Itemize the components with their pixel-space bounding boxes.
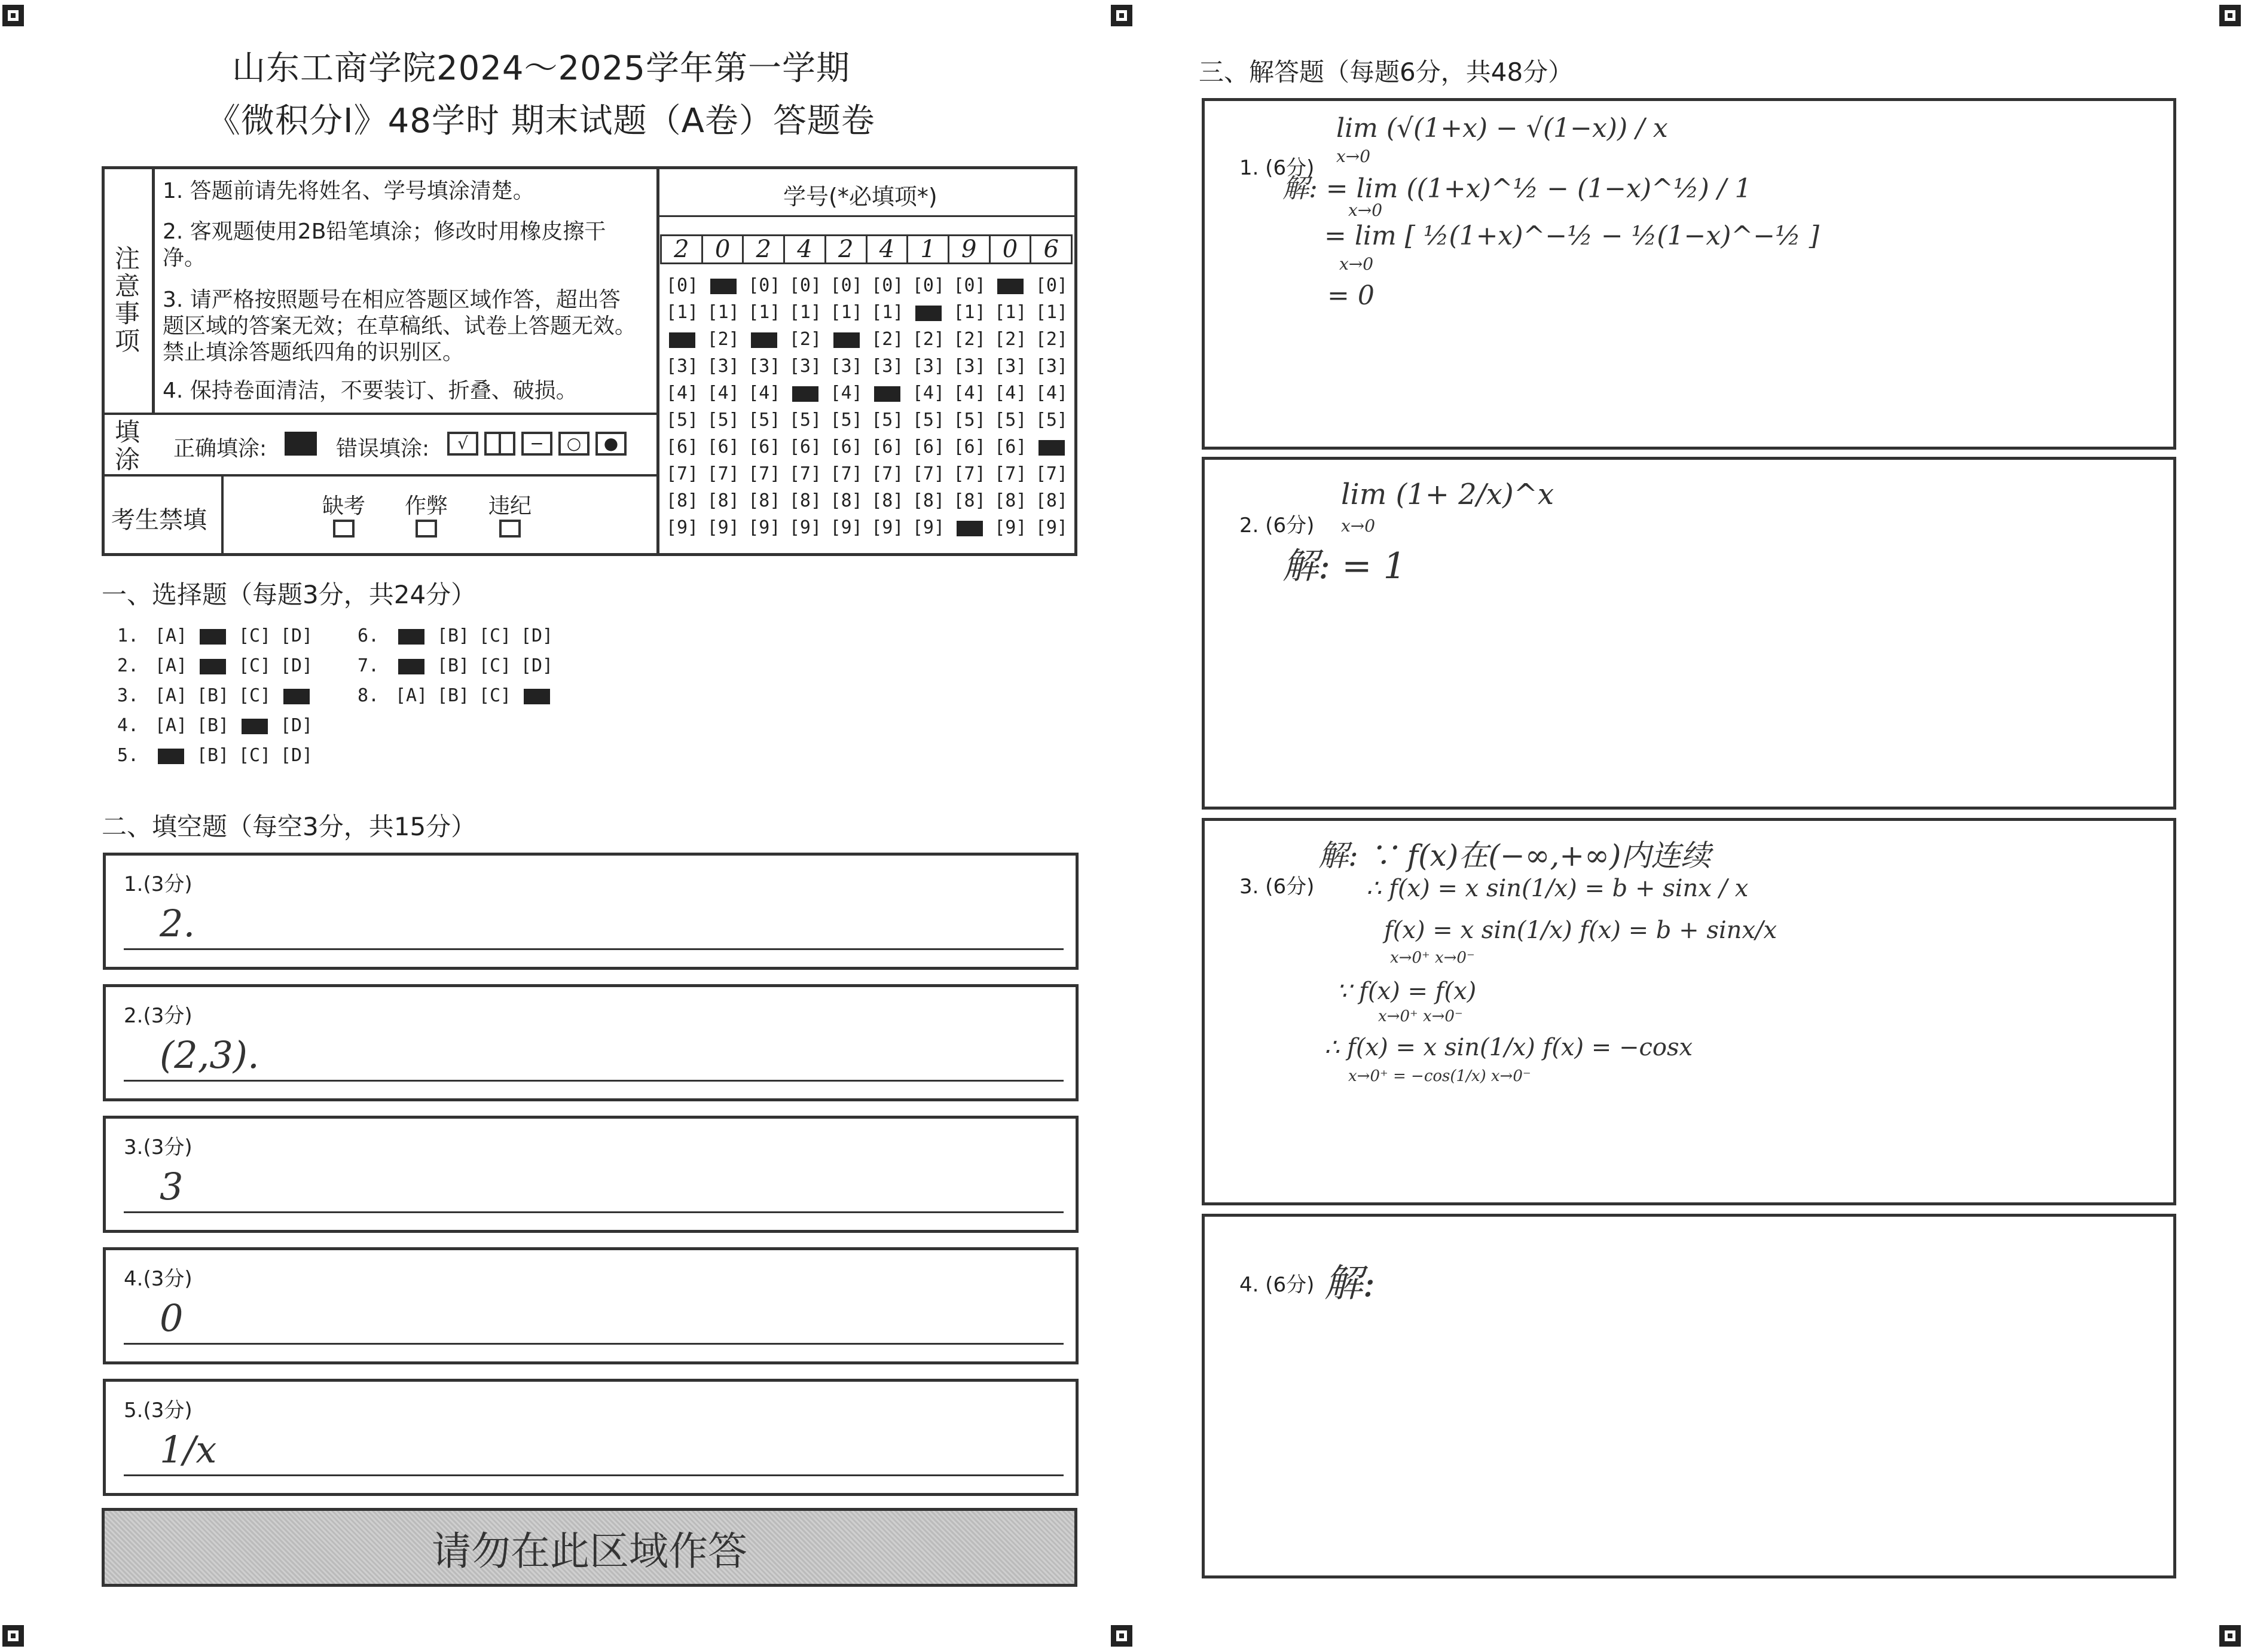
student-id-digit: 6 xyxy=(1043,236,1059,263)
student-id-bubble[interactable]: [9] xyxy=(830,517,863,538)
mc-question-row xyxy=(117,685,314,706)
mc-option[interactable]: [D] xyxy=(280,625,313,646)
correct-fill-label: 正确填涂: xyxy=(173,436,267,461)
mc-option[interactable]: [B] xyxy=(436,685,470,706)
notice-item-3: 3. 请严格按照题号在相应答题区域作答，超出答题区域的答案无效；在草稿纸、试卷上答题无效。禁止填涂答题纸四角的识别区。 xyxy=(163,288,637,365)
student-id-bubble[interactable]: [9] xyxy=(789,517,822,538)
mc-option[interactable]: [B] xyxy=(196,685,230,706)
student-id-bubble[interactable]: [3] xyxy=(665,356,699,377)
student-id-bubble[interactable]: [9] xyxy=(748,517,781,538)
student-id-bubble-row xyxy=(664,383,1070,404)
student-id-bubble[interactable]: [4] xyxy=(665,383,699,404)
mc-option[interactable]: [D] xyxy=(280,715,313,736)
section1-title: 一、选择题（每题3分，共24分） xyxy=(102,580,477,609)
solution-1-line-6: x→0 xyxy=(1339,254,1374,274)
student-id-bubble[interactable]: [4] xyxy=(707,383,740,404)
solution-4-label: 4. (6分) xyxy=(1239,1273,1315,1297)
fill-blank-box-2[interactable] xyxy=(103,984,1079,1101)
solution-1-line-3: 解: = lim ((1+x)^½ − (1−x)^½) / 1 xyxy=(1282,173,1752,204)
student-id-bubble[interactable]: [3] xyxy=(1035,356,1068,377)
student-id-bubble[interactable]: [3] xyxy=(830,356,863,377)
solution-1-line-5: = lim [ ½(1+x)^−½ − ½(1−x)^−½ ] xyxy=(1324,221,1819,251)
student-id-bubble[interactable]: [5] xyxy=(789,410,822,430)
mc-option-filled[interactable] xyxy=(195,625,231,646)
student-id-bubble[interactable]: [1] xyxy=(871,302,904,323)
mc-option-filled[interactable] xyxy=(393,655,429,676)
examiner-divider xyxy=(221,474,224,556)
student-id-bubble[interactable]: [1] xyxy=(707,302,740,323)
fill-side-label: 填涂 xyxy=(114,417,140,474)
student-id-digit: 0 xyxy=(991,236,1032,262)
student-id-bubble[interactable]: [5] xyxy=(994,410,1027,430)
student-id-bubble[interactable]: [5] xyxy=(953,410,986,430)
filled-mark xyxy=(997,279,1024,294)
student-id-bubble[interactable]: [3] xyxy=(789,356,822,377)
solution-3-line-3: f(x) = x sin(1/x) f(x) = b + sinx/x xyxy=(1384,917,1777,944)
solution-2-line-3: 解: = 1 xyxy=(1282,545,1406,587)
student-id-bubble-row xyxy=(664,356,1070,377)
student-id-bubble[interactable]: [2] xyxy=(789,329,822,350)
student-id-bubble[interactable]: [4] xyxy=(830,383,863,404)
mc-option-filled[interactable] xyxy=(237,715,273,736)
solution-1-line-2: x→0 xyxy=(1336,146,1371,166)
mc-option-filled[interactable] xyxy=(519,685,555,706)
student-id-bubble-filled[interactable] xyxy=(787,383,824,404)
filled-mark xyxy=(283,689,310,704)
mc-option[interactable]: [A] xyxy=(154,655,188,676)
student-id-bubble[interactable]: [8] xyxy=(953,490,986,511)
mc-option[interactable]: [C] xyxy=(478,685,512,706)
solution-4-line-1: 解: xyxy=(1324,1262,1376,1306)
student-id-bubble-filled[interactable] xyxy=(992,275,1029,296)
student-id-bubble[interactable]: [1] xyxy=(789,302,822,323)
student-id-bubble[interactable]: [6] xyxy=(994,436,1027,457)
student-id-bubble[interactable]: [9] xyxy=(1035,517,1068,538)
student-id-bubble[interactable]: [7] xyxy=(912,463,945,484)
student-id-bubble[interactable]: [0] xyxy=(1035,275,1068,296)
student-id-bubble[interactable]: [0] xyxy=(665,275,699,296)
student-id-label: 学号(*必填项*) xyxy=(783,184,937,210)
student-id-bubble[interactable]: [6] xyxy=(665,436,699,457)
student-id-bubble[interactable]: [3] xyxy=(912,356,945,377)
student-id-bubble[interactable]: [6] xyxy=(789,436,822,457)
corner-mark-bottom-right xyxy=(2219,1625,2241,1647)
examiner-option-violation xyxy=(483,489,537,540)
examiner-option-cheating-checkbox[interactable] xyxy=(416,520,437,538)
notice-row-divider-1 xyxy=(102,413,658,415)
student-id-bubble[interactable]: [2] xyxy=(871,329,904,350)
mc-option[interactable]: [A] xyxy=(154,715,188,736)
fill-blank-answer: 1/x xyxy=(160,1428,217,1471)
student-id-bubble[interactable]: [1] xyxy=(748,302,781,323)
student-id-digit: 2 xyxy=(744,236,785,262)
fill-blank-box-5[interactable] xyxy=(103,1379,1079,1496)
student-id-bubble-row xyxy=(664,275,1070,296)
student-id-digit: 0 xyxy=(703,236,744,262)
solution-3-line-8: x→0⁺ = −cos(1/x) x→0⁻ xyxy=(1348,1067,1531,1085)
student-id-bubble-filled[interactable] xyxy=(910,302,947,323)
solution-3-line-4: x→0⁺ x→0⁻ xyxy=(1390,949,1475,967)
solution-box-3[interactable] xyxy=(1202,818,2176,1205)
mc-question-number: 5. xyxy=(117,745,139,766)
student-id-bubble[interactable]: [8] xyxy=(1035,490,1068,511)
filled-mark xyxy=(200,659,226,674)
mc-option-filled[interactable] xyxy=(279,685,314,706)
student-id-bubble[interactable]: [1] xyxy=(994,302,1027,323)
student-id-bubble[interactable]: [4] xyxy=(994,383,1027,404)
mc-option[interactable]: [C] xyxy=(238,685,271,706)
filled-mark xyxy=(874,386,900,402)
filled-mark xyxy=(669,332,695,348)
mc-option[interactable]: [B] xyxy=(196,715,230,736)
student-id-bubble[interactable]: [7] xyxy=(665,463,699,484)
fill-blank-label: 3.(3分) xyxy=(124,1135,193,1159)
fill-blank-answer: 2. xyxy=(160,902,196,945)
fill-blank-underline xyxy=(124,1343,1064,1345)
mc-option[interactable]: [D] xyxy=(520,625,554,646)
student-id-bubble[interactable]: [9] xyxy=(994,517,1027,538)
solution-3-line-1: 解: ∵ f(x)在(−∞,+∞)内连续 xyxy=(1318,838,1711,873)
fill-blank-box-1[interactable] xyxy=(103,853,1079,970)
mc-question-number: 3. xyxy=(117,685,139,706)
student-id-bubble[interactable]: [5] xyxy=(1035,410,1068,430)
student-id-bubble[interactable]: [7] xyxy=(994,463,1027,484)
student-id-bubble[interactable]: [6] xyxy=(707,436,740,457)
student-id-bubble-row xyxy=(664,329,1070,350)
notice-side-divider xyxy=(152,166,155,413)
mc-question-number: 8. xyxy=(358,685,380,706)
filled-mark xyxy=(751,332,777,348)
mc-question-row xyxy=(358,685,555,706)
fill-blank-label: 2.(3分) xyxy=(124,1004,193,1028)
student-id-bubble[interactable]: [2] xyxy=(707,329,740,350)
student-id-bubble[interactable]: [2] xyxy=(953,329,986,350)
student-id-bubble[interactable]: [5] xyxy=(665,410,699,430)
student-id-digit: 1 xyxy=(908,236,949,262)
mc-option[interactable]: [C] xyxy=(478,625,512,646)
student-id-bubble[interactable]: [1] xyxy=(1035,302,1068,323)
solution-3-line-5: ∵ f(x) = f(x) xyxy=(1336,978,1477,1005)
student-id-bubble[interactable]: [7] xyxy=(871,463,904,484)
student-id-bubble-filled[interactable] xyxy=(664,329,701,350)
corner-mark-top-left xyxy=(2,5,24,26)
student-id-bubble[interactable]: [7] xyxy=(748,463,781,484)
solution-1-label: 1. (6分) xyxy=(1239,156,1315,180)
student-id-bubble[interactable]: [7] xyxy=(707,463,740,484)
student-id-bubble[interactable]: [8] xyxy=(912,490,945,511)
filled-mark xyxy=(242,719,268,734)
fill-blank-label: 4.(3分) xyxy=(124,1267,193,1291)
student-id-bubble[interactable]: [4] xyxy=(748,383,781,404)
fill-blank-underline xyxy=(124,1211,1064,1213)
page-title-line2: 《微积分I》48学时 期末试题（A卷）答题卷 xyxy=(207,102,875,141)
filled-mark xyxy=(833,332,860,348)
notice-side-label: 注意事项 xyxy=(114,244,140,356)
student-id-bubble[interactable]: [9] xyxy=(665,517,699,538)
mc-option[interactable]: [C] xyxy=(478,655,512,676)
notice-id-divider xyxy=(656,166,659,556)
notice-item-4: 4. 保持卷面清洁，不要装订、折叠、破损。 xyxy=(163,378,578,403)
student-id-bubble[interactable]: [9] xyxy=(871,517,904,538)
notice-item-2: 2. 客观题使用2B铅笔填涂；修改时用橡皮擦干净。 xyxy=(163,219,606,270)
filled-mark xyxy=(710,279,737,294)
student-id-bubble[interactable]: [9] xyxy=(912,517,945,538)
student-id-bubble[interactable]: [2] xyxy=(912,329,945,350)
student-id-bubble[interactable]: [0] xyxy=(748,275,781,296)
student-id-bubble[interactable]: [7] xyxy=(1035,463,1068,484)
student-id-digit-boxes xyxy=(660,234,1073,264)
solution-3-line-7: ∴ f(x) = x sin(1/x) f(x) = −cosx xyxy=(1324,1034,1693,1061)
student-id-bubble[interactable]: [3] xyxy=(871,356,904,377)
student-id-bubble[interactable]: [7] xyxy=(830,463,863,484)
student-id-bubble[interactable]: [3] xyxy=(953,356,986,377)
fill-blank-box-4[interactable] xyxy=(103,1247,1079,1364)
solution-3-line-2: ∴ f(x) = x sin(1/x) = b + sinx / x xyxy=(1366,875,1749,902)
mc-question-number: 7. xyxy=(358,655,380,676)
student-id-bubble[interactable]: [8] xyxy=(994,490,1027,511)
filled-mark xyxy=(957,521,983,536)
student-id-bubble[interactable]: [8] xyxy=(830,490,863,511)
mc-question-row xyxy=(117,745,314,766)
filled-mark xyxy=(915,306,942,321)
fill-blank-underline xyxy=(124,1474,1064,1476)
student-id-digit: 9 xyxy=(949,236,991,262)
solution-2-label: 2. (6分) xyxy=(1239,514,1315,538)
fill-blank-label: 5.(3分) xyxy=(124,1398,193,1422)
mc-option[interactable]: [C] xyxy=(238,655,271,676)
examiner-label: 考生禁填 xyxy=(111,506,207,534)
student-id-bubble-filled[interactable] xyxy=(828,329,865,350)
fill-blank-answer: (2,3). xyxy=(160,1033,259,1077)
examiner-option-absent-checkbox[interactable] xyxy=(333,520,355,538)
student-id-bubble-row xyxy=(664,410,1070,430)
mc-question-row xyxy=(117,655,314,676)
mc-option[interactable]: [D] xyxy=(520,655,554,676)
filled-mark xyxy=(398,659,424,674)
examiner-option-violation-checkbox[interactable] xyxy=(499,520,521,538)
wrong-fill-samples xyxy=(447,432,627,456)
student-id-bubble[interactable]: [3] xyxy=(707,356,740,377)
student-id-bubble[interactable]: [0] xyxy=(912,275,945,296)
corner-mark-top-middle xyxy=(1111,5,1132,26)
mc-question-number: 2. xyxy=(117,655,139,676)
filled-mark xyxy=(1038,440,1065,456)
student-id-digit: 2 xyxy=(662,236,703,262)
filled-mark xyxy=(200,629,226,645)
student-id-bubble[interactable]: [2] xyxy=(1035,329,1068,350)
solution-1-line-7: = 0 xyxy=(1327,280,1375,311)
student-id-bubble[interactable]: [0] xyxy=(953,275,986,296)
examiner-option-absent xyxy=(317,489,371,540)
page-title-line1: 山东工商学院2024～2025学年第一学期 xyxy=(231,49,851,88)
section3-title: 三、解答题（每题6分，共48分） xyxy=(1199,57,1574,87)
fill-blank-answer: 0 xyxy=(160,1296,184,1340)
no-answer-zone xyxy=(102,1508,1077,1587)
student-id-bubble[interactable]: [0] xyxy=(789,275,822,296)
notice-item-1: 1. 答题前请先将姓名、学号填涂清楚。 xyxy=(163,179,534,203)
student-id-bubble[interactable]: [2] xyxy=(994,329,1027,350)
mc-question-row xyxy=(358,655,555,676)
student-id-bubble[interactable]: [0] xyxy=(830,275,863,296)
mc-question-row xyxy=(117,715,314,736)
filled-mark xyxy=(158,749,184,764)
solution-3-label: 3. (6分) xyxy=(1239,875,1315,899)
mc-option[interactable]: [B] xyxy=(196,745,230,766)
wrong-fill-label: 错误填涂: xyxy=(336,436,430,461)
mc-option[interactable]: [A] xyxy=(395,685,428,706)
solution-1-line-4: x→0 xyxy=(1348,200,1383,220)
student-id-bubble[interactable]: [4] xyxy=(912,383,945,404)
fill-blank-answer: 3 xyxy=(160,1165,184,1208)
mc-question-row xyxy=(358,625,555,646)
solution-2-line-1: lim (1+ 2/x)^x xyxy=(1341,478,1554,511)
mc-question-number: 1. xyxy=(117,625,139,646)
mc-question-number: 4. xyxy=(117,715,139,736)
student-id-digit: 4 xyxy=(785,236,826,262)
mc-option[interactable]: [B] xyxy=(436,655,470,676)
student-id-bubble[interactable]: [5] xyxy=(748,410,781,430)
student-id-bubble[interactable]: [9] xyxy=(707,517,740,538)
student-id-bubble[interactable]: [6] xyxy=(953,436,986,457)
student-id-bubble[interactable]: [5] xyxy=(830,410,863,430)
student-id-bubble-filled[interactable] xyxy=(951,517,988,538)
student-id-bubble-filled[interactable] xyxy=(746,329,783,350)
wrong-fill-dot-icon: ● xyxy=(595,432,627,456)
mc-option[interactable]: [D] xyxy=(280,745,313,766)
wrong-fill-dash-icon: − xyxy=(521,432,552,456)
no-answer-zone-label: 请勿在此区域作答 xyxy=(432,1528,747,1574)
fill-blank-underline xyxy=(124,948,1064,950)
mc-option[interactable]: [C] xyxy=(238,625,271,646)
student-id-bubble-row xyxy=(664,490,1070,511)
solution-box-2[interactable] xyxy=(1202,457,2176,810)
fill-blank-box-3[interactable] xyxy=(103,1116,1079,1233)
student-id-bubble[interactable]: [1] xyxy=(830,302,863,323)
student-id-bubble[interactable]: [8] xyxy=(871,490,904,511)
corner-mark-bottom-middle xyxy=(1111,1625,1132,1647)
student-id-bubble[interactable]: [5] xyxy=(707,410,740,430)
correct-fill-sample xyxy=(285,432,317,456)
student-id-bubble-row xyxy=(664,302,1070,323)
student-id-bubble[interactable]: [7] xyxy=(789,463,822,484)
filled-mark xyxy=(524,689,550,704)
mc-option[interactable]: [B] xyxy=(436,625,470,646)
student-id-digit: 4 xyxy=(868,236,909,262)
examiner-option-cheating xyxy=(399,489,453,540)
wrong-fill-check-icon: √ xyxy=(447,432,478,456)
student-id-bubble[interactable]: [8] xyxy=(748,490,781,511)
student-id-bubble[interactable]: [7] xyxy=(953,463,986,484)
mc-option[interactable]: [A] xyxy=(154,625,188,646)
student-id-bubble[interactable]: [6] xyxy=(830,436,863,457)
mc-option-filled[interactable] xyxy=(195,655,231,676)
fill-blank-underline xyxy=(124,1080,1064,1082)
examiner-option-cheating-label: 作弊 xyxy=(404,494,448,518)
student-id-bubble[interactable]: [6] xyxy=(748,436,781,457)
student-id-bubble[interactable]: [6] xyxy=(912,436,945,457)
mc-option[interactable]: [C] xyxy=(238,745,271,766)
solution-box-4[interactable] xyxy=(1202,1214,2176,1578)
corner-mark-top-right xyxy=(2219,5,2241,26)
student-id-bubble[interactable]: [8] xyxy=(789,490,822,511)
filled-mark xyxy=(398,629,424,645)
corner-mark-bottom-left xyxy=(2,1625,24,1647)
solution-3-line-6: x→0⁺ x→0⁻ xyxy=(1378,1007,1463,1025)
examiner-option-violation-label: 违纪 xyxy=(488,494,532,518)
student-id-bubble-row xyxy=(664,436,1070,457)
fill-blank-label: 1.(3分) xyxy=(124,872,193,896)
student-id-bubble[interactable]: [3] xyxy=(994,356,1027,377)
student-id-bubble[interactable]: [5] xyxy=(871,410,904,430)
student-id-bubble-row xyxy=(664,463,1070,484)
student-id-bubble-filled[interactable] xyxy=(705,275,742,296)
mc-question-row xyxy=(117,625,314,646)
mc-option-filled[interactable] xyxy=(393,625,429,646)
student-id-label-underline xyxy=(658,215,1076,217)
student-id-bubble[interactable]: [1] xyxy=(665,302,699,323)
student-id-bubble-filled[interactable] xyxy=(1033,436,1070,457)
solution-box-1[interactable] xyxy=(1202,98,2176,450)
student-id-bubble[interactable]: [3] xyxy=(748,356,781,377)
mc-option[interactable]: [D] xyxy=(280,655,313,676)
student-id-bubble[interactable]: [1] xyxy=(953,302,986,323)
solution-2-line-2: x→0 xyxy=(1341,516,1376,536)
student-id-bubble[interactable]: [5] xyxy=(912,410,945,430)
mc-option-filled[interactable] xyxy=(153,745,189,766)
mc-option[interactable]: [A] xyxy=(154,685,188,706)
examiner-option-absent-label: 缺考 xyxy=(322,494,365,518)
student-id-bubble[interactable]: [8] xyxy=(665,490,699,511)
student-id-bubble-filled[interactable] xyxy=(869,383,906,404)
wrong-fill-half-icon xyxy=(484,432,515,456)
mc-question-number: 6. xyxy=(358,625,380,646)
student-id-bubble[interactable]: [4] xyxy=(1035,383,1068,404)
filled-mark xyxy=(792,386,818,402)
wrong-fill-circle-icon: ○ xyxy=(558,432,589,456)
student-id-bubble-row xyxy=(664,517,1070,538)
section2-title: 二、填空题（每空3分，共15分） xyxy=(102,812,477,841)
notice-row-divider-2 xyxy=(102,474,658,477)
student-id-bubble[interactable]: [6] xyxy=(871,436,904,457)
student-id-bubble[interactable]: [4] xyxy=(953,383,986,404)
student-id-digit: 2 xyxy=(826,236,868,262)
student-id-bubble[interactable]: [8] xyxy=(707,490,740,511)
solution-1-line-1: lim (√(1+x) − √(1−x)) / x xyxy=(1336,113,1668,143)
student-id-bubble[interactable]: [0] xyxy=(871,275,904,296)
